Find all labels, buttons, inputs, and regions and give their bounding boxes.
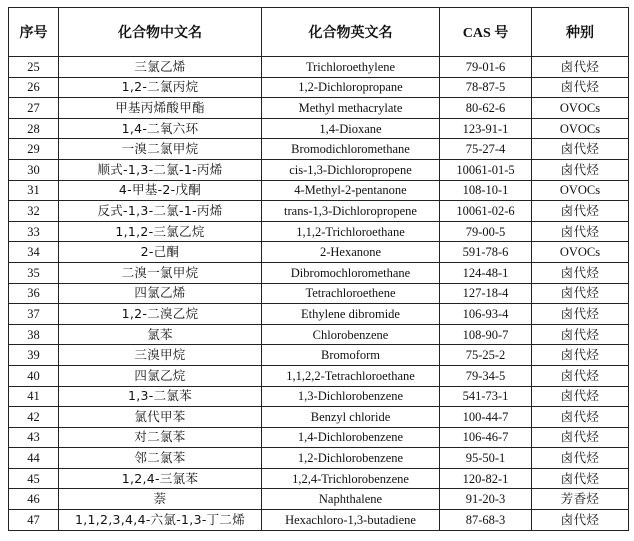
cell-cas: 79-00-5 [440,221,532,242]
cell-chinese-name: 三溴甲烷 [59,345,262,366]
header-index: 序号 [9,8,59,57]
cell-chinese-name: 邻二氯苯 [59,448,262,469]
cell-english-name: Naphthalene [262,489,440,510]
cell-chinese-name: 2-己酮 [59,242,262,263]
cell-index: 28 [9,118,59,139]
cell-cas: 124-48-1 [440,262,532,283]
cell-cas: 591-78-6 [440,242,532,263]
cell-cas: 79-34-5 [440,365,532,386]
cell-category: 卤代烃 [532,283,629,304]
cell-cas: 120-82-1 [440,468,532,489]
table-body [9,57,629,531]
table-row [9,468,629,489]
cell-category: OVOCs [532,180,629,201]
cell-cas: 91-20-3 [440,489,532,510]
cell-chinese-name: 1,4-二氧六环 [59,118,262,139]
cell-english-name: Methyl methacrylate [262,98,440,119]
table-row [9,427,629,448]
cell-english-name: Bromoform [262,345,440,366]
cell-index: 29 [9,139,59,160]
cell-category: 卤代烃 [532,57,629,78]
table-row [9,201,629,222]
cell-english-name: Dibromochloromethane [262,262,440,283]
cell-index: 34 [9,242,59,263]
cell-english-name: Benzyl chloride [262,407,440,428]
cell-category: 卤代烃 [532,221,629,242]
cell-category: OVOCs [532,118,629,139]
cell-cas: 541-73-1 [440,386,532,407]
cell-cas: 75-25-2 [440,345,532,366]
cell-english-name: Ethylene dibromide [262,304,440,325]
table-row [9,77,629,98]
cell-chinese-name: 1,2,4-三氯苯 [59,468,262,489]
cell-cas: 10061-01-5 [440,159,532,180]
cell-index: 41 [9,386,59,407]
cell-cas: 127-18-4 [440,283,532,304]
cell-category: 卤代烃 [532,407,629,428]
table-row [9,57,629,78]
cell-chinese-name: 1,2-二溴乙烷 [59,304,262,325]
table-row [9,386,629,407]
cell-chinese-name: 一溴二氯甲烷 [59,139,262,160]
cell-index: 42 [9,407,59,428]
cell-chinese-name: 二溴一氯甲烷 [59,262,262,283]
table-row [9,324,629,345]
cell-english-name: 1,1,2,2-Tetrachloroethane [262,365,440,386]
table-row [9,407,629,428]
cell-index: 40 [9,365,59,386]
table-row [9,345,629,366]
header-category: 种别 [532,8,629,57]
cell-english-name: Trichloroethylene [262,57,440,78]
cell-category: 卤代烃 [532,386,629,407]
cell-category: 卤代烃 [532,365,629,386]
cell-category: 卤代烃 [532,448,629,469]
cell-index: 36 [9,283,59,304]
cell-index: 44 [9,448,59,469]
table-row [9,221,629,242]
cell-chinese-name: 1,1,2,3,4,4-六氯-1,3-丁二烯 [59,510,262,531]
cell-index: 46 [9,489,59,510]
cell-category: 卤代烃 [532,304,629,325]
cell-cas: 95-50-1 [440,448,532,469]
cell-chinese-name: 4-甲基-2-戊酮 [59,180,262,201]
table-row [9,448,629,469]
table-row [9,242,629,263]
cell-index: 47 [9,510,59,531]
cell-chinese-name: 四氯乙烯 [59,283,262,304]
cell-chinese-name: 四氯乙烷 [59,365,262,386]
cell-english-name: 1,4-Dioxane [262,118,440,139]
cell-index: 25 [9,57,59,78]
table-row [9,510,629,531]
cell-category: 卤代烃 [532,201,629,222]
header-cas: CAS 号 [440,8,532,57]
cell-category: 卤代烃 [532,427,629,448]
cell-chinese-name: 三氯乙烯 [59,57,262,78]
cell-english-name: Tetrachloroethene [262,283,440,304]
cell-category: OVOCs [532,98,629,119]
cell-english-name: 4-Methyl-2-pentanone [262,180,440,201]
cell-cas: 106-93-4 [440,304,532,325]
cell-english-name: cis-1,3-Dichloropropene [262,159,440,180]
header-row [9,8,629,57]
cell-index: 27 [9,98,59,119]
table-row [9,118,629,139]
table-row [9,304,629,325]
cell-english-name: 1,1,2-Trichloroethane [262,221,440,242]
cell-index: 30 [9,159,59,180]
cell-chinese-name: 顺式-1,3-二氯-1-丙烯 [59,159,262,180]
cell-index: 33 [9,221,59,242]
table-row [9,365,629,386]
table-row [9,262,629,283]
cell-category: 芳香烃 [532,489,629,510]
cell-english-name: 1,2,4-Trichlorobenzene [262,468,440,489]
cell-category: 卤代烃 [532,510,629,531]
cell-chinese-name: 1,2-二氯丙烷 [59,77,262,98]
cell-english-name: 2-Hexanone [262,242,440,263]
table-row [9,489,629,510]
cell-index: 39 [9,345,59,366]
table-row [9,98,629,119]
cell-cas: 75-27-4 [440,139,532,160]
cell-english-name: 1,2-Dichloropropane [262,77,440,98]
header-english-name: 化合物英文名 [262,8,440,57]
cell-category: 卤代烃 [532,77,629,98]
cell-index: 31 [9,180,59,201]
cell-chinese-name: 氯苯 [59,324,262,345]
cell-cas: 108-10-1 [440,180,532,201]
table-row [9,283,629,304]
table-row [9,180,629,201]
cell-cas: 108-90-7 [440,324,532,345]
cell-index: 26 [9,77,59,98]
cell-english-name: 1,4-Dichlorobenzene [262,427,440,448]
cell-english-name: Bromodichloromethane [262,139,440,160]
cell-index: 43 [9,427,59,448]
cell-chinese-name: 对二氯苯 [59,427,262,448]
cell-cas: 100-44-7 [440,407,532,428]
cell-category: 卤代烃 [532,139,629,160]
cell-index: 37 [9,304,59,325]
cell-category: 卤代烃 [532,468,629,489]
cell-chinese-name: 氯代甲苯 [59,407,262,428]
cell-category: OVOCs [532,242,629,263]
cell-english-name: trans-1,3-Dichloropropene [262,201,440,222]
table-row [9,139,629,160]
cell-chinese-name: 萘 [59,489,262,510]
cell-english-name: Chlorobenzene [262,324,440,345]
cell-cas: 123-91-1 [440,118,532,139]
cell-cas: 106-46-7 [440,427,532,448]
cell-chinese-name: 甲基丙烯酸甲酯 [59,98,262,119]
cell-chinese-name: 1,3-二氯苯 [59,386,262,407]
cell-chinese-name: 1,1,2-三氯乙烷 [59,221,262,242]
cell-cas: 10061-02-6 [440,201,532,222]
cell-index: 38 [9,324,59,345]
cell-category: 卤代烃 [532,324,629,345]
cell-english-name: Hexachloro-1,3-butadiene [262,510,440,531]
header-chinese-name: 化合物中文名 [59,8,262,57]
cell-category: 卤代烃 [532,345,629,366]
cell-english-name: 1,2-Dichlorobenzene [262,448,440,469]
cell-cas: 80-62-6 [440,98,532,119]
cell-chinese-name: 反式-1,3-二氯-1-丙烯 [59,201,262,222]
cell-index: 32 [9,201,59,222]
table-row [9,159,629,180]
cell-category: 卤代烃 [532,262,629,283]
cell-index: 45 [9,468,59,489]
cell-index: 35 [9,262,59,283]
compound-table [8,7,629,531]
cell-cas: 78-87-5 [440,77,532,98]
cell-english-name: 1,3-Dichlorobenzene [262,386,440,407]
cell-cas: 87-68-3 [440,510,532,531]
cell-cas: 79-01-6 [440,57,532,78]
cell-category: 卤代烃 [532,159,629,180]
